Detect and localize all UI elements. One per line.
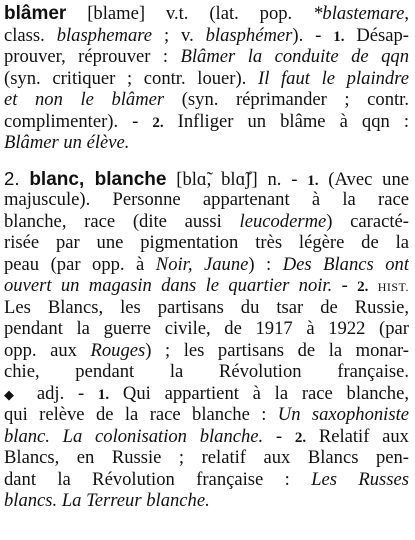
text-run: class.: [4, 24, 57, 46]
italic-text: Blâmer la conduite de qqn: [180, 46, 409, 67]
headword: blâmer: [4, 3, 67, 24]
text-line: [4, 189, 409, 211]
italic-text: ouvert un magasin dans le quartier noir.: [4, 275, 333, 296]
text-run: risée par une pigmentation très légère de la: [4, 232, 409, 253]
text-line: [4, 275, 409, 297]
text-run: Infliger un blâme à qqn :: [163, 110, 409, 132]
sense-number: 1.: [97, 386, 110, 403]
sense-number: 1.: [307, 172, 319, 189]
text-run: qui relève de la race blanche :: [4, 404, 278, 425]
text-line: [4, 3, 409, 25]
italic-text: et non le blâmer: [4, 89, 165, 110]
dictionary-entry: [4, 168, 409, 512]
text-run: -: [332, 275, 358, 296]
text-line: [4, 297, 409, 319]
text-run: Relatif aux: [306, 425, 409, 447]
text-run: [368, 275, 377, 296]
text-run: blanche, race (dite aussi: [4, 210, 240, 232]
text-run: peau (par opp. à: [4, 253, 156, 275]
text-line: [4, 46, 409, 68]
italic-text: blasphémer: [205, 24, 293, 46]
text-run: ) :: [248, 253, 283, 275]
text-run: [blame] v.t. (lat. pop.: [66, 3, 314, 24]
text-line: [4, 490, 409, 512]
text-line: [4, 89, 409, 111]
text-line: [4, 340, 409, 362]
text-run: (syn. réprimander ; contr.: [164, 89, 409, 110]
text-run: [blɑ̃, blɑ̃ʃ] n. -: [166, 168, 308, 189]
text-line: [4, 111, 409, 133]
text-run: ). -: [292, 24, 334, 46]
italic-text: Noir, Jaune: [155, 253, 249, 275]
text-line: [4, 318, 409, 340]
text-line: [4, 361, 409, 383]
sense-number: 2.: [294, 429, 307, 446]
text-run: -: [263, 425, 295, 447]
domain-label: HIST.: [377, 280, 409, 294]
text-run: opp. aux: [4, 339, 91, 361]
text-line: [4, 25, 409, 47]
text-run: majuscule). Personne appartenant à la race: [4, 189, 409, 210]
text-run: complimenter). -: [4, 110, 153, 132]
text-run: Désap-: [344, 24, 409, 46]
text-line: [4, 447, 409, 469]
italic-text: leucoderme: [239, 210, 327, 232]
italic-text: Des Blancs ont: [282, 253, 409, 275]
text-run: Blancs, en Russie ; relatif aux Blancs pen-: [4, 447, 409, 468]
text-line: [4, 404, 409, 426]
italic-text: blasphemare: [56, 24, 153, 46]
italic-text: blancs. La Terreur blanche.: [4, 490, 210, 511]
text-run: [20, 169, 30, 190]
text-run: Les Blancs, les partisans du tsar de Russie,: [4, 296, 409, 318]
italic-text: blanc. La colonisation blanche.: [4, 425, 264, 447]
italic-text: Il faut le plaindre: [258, 67, 409, 89]
text-line: [4, 232, 409, 254]
text-run: ) ; les partisans de la monar-: [145, 339, 409, 361]
text-run: ) caracté-: [326, 210, 409, 232]
sense-number: 1.: [333, 28, 345, 45]
italic-text: Blâmer un élève.: [4, 132, 130, 153]
sense-number: 2.: [152, 114, 164, 131]
text-run: ,: [404, 3, 409, 24]
text-line: [4, 211, 409, 233]
italic-text: Les Russes: [311, 468, 409, 490]
entry-number: 2.: [4, 167, 20, 189]
italic-text: *blastemare: [313, 3, 405, 24]
entry-separator: [4, 154, 409, 168]
text-line: [4, 132, 409, 154]
sense-number: 2.: [357, 279, 369, 295]
text-run: Qui appartient à la race blanche,: [109, 382, 409, 404]
diamond-icon: ◆: [4, 386, 24, 402]
text-run: ; v.: [152, 24, 206, 46]
text-line: [4, 168, 409, 190]
text-line: [4, 426, 409, 448]
text-line: [4, 254, 409, 276]
text-run: pendant la guerre civile, de 1917 à 1922 (par: [4, 318, 409, 339]
text-run: chie, pendant la Révolution française.: [4, 361, 409, 382]
text-run: (syn. critiquer ; contr. louer).: [4, 67, 258, 89]
headword: blanc, blanche: [29, 168, 167, 189]
text-run: adj. -: [23, 382, 98, 404]
italic-text: Un saxophoniste: [277, 404, 409, 425]
italic-text: Rouges: [90, 339, 146, 361]
text-line: [4, 469, 409, 491]
dictionary-entry: [4, 3, 409, 154]
text-line: [4, 383, 409, 405]
text-run: (Avec une: [318, 168, 409, 189]
text-run: dant la Révolution française :: [4, 468, 312, 490]
text-run: prouver, réprouver :: [4, 46, 181, 67]
text-line: [4, 68, 409, 90]
